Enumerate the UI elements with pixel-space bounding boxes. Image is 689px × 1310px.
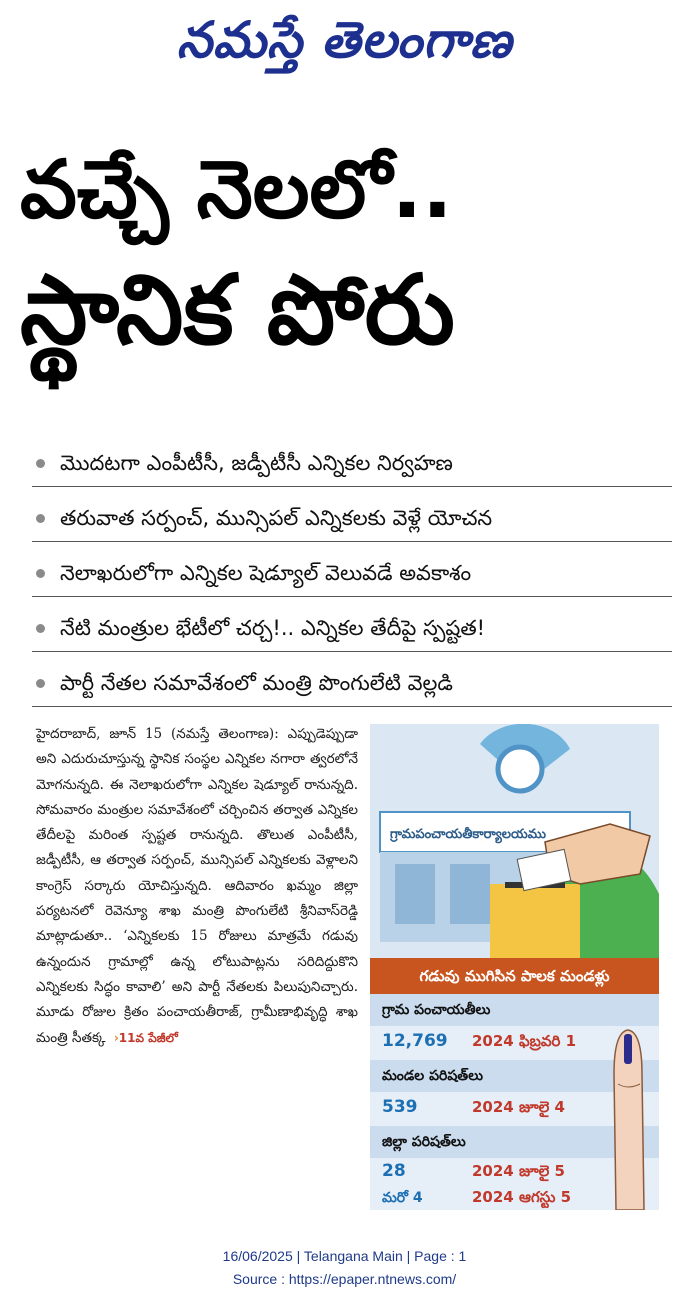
expired-councils-infobox [370, 724, 659, 1210]
count-value: 28 [382, 1161, 406, 1181]
article-text: హైదరాబాద్, జూన్ 15 (నమస్తే తెలంగాణ): ఎప్పుడెప్పుడా అని ఎదురుచూస్తున్న స్థానిక సంస్థల ఎన్నికల నగారా త్వరలోనే మోగనున్నది. ఈ నెలాఖరులోగా ఎన్నికల షెడ్యూల్ రానున్నది. సోమవారం మంత్రుల సమావేశంలో చర్చించిన తర్వాత ఎన్నికల తేదీలపై మరింత స్పష్టత రానున్నది. తొలుత ఎంపీటీసీ, జడ్పీటీసీ, ఆ తర్వాత సర్పంచ్, మున్సిపల్ ఎన్నికలకు వెళ్లాలని కాంగ్రెస్ సర్కారు యోచిస్తున్నది. ఆదివారం ఖమ్మం జిల్లా పర్యటనలో రెవెన్యూ శాఖ మంత్రి పొంగులేటి శ్రీనివాస్‌రెడ్డి మాట్లాడుతూ.. ‘ఎన్నికలకు 15 రోజులు మాత్రమే గడువు ఉన్నందున గ్రామాల్లో ఉన్న లోటుపాట్లను సరిదిద్దుకొని ఎన్నికలకు సిద్ధం కావాలి’ అని పార్టీ నేతలకు పిలుపునిచ్చారు. మూడు రోజుల క్రితం పంచాయతీరాజ్, గ్రామీణాభివృద్ధి శాఖ మంత్రి సీతక్క [36, 726, 358, 1046]
key-point-text: మొదటగా ఎంపీటీసీ, జడ్పీటీసీ ఎన్నికల నిర్వహణ [60, 451, 453, 475]
section-heading: మండల పరిషత్‌లు [370, 1060, 659, 1092]
footer-edition-info: 16/06/2025 | Telangana Main | Page : 1 [222, 1248, 467, 1264]
arrow-right-icon: › [113, 1030, 119, 1045]
key-point [32, 440, 672, 487]
key-point [32, 550, 672, 597]
bullet-dot-icon [36, 514, 45, 523]
key-point-text: పార్టీ నేతల సమావేశంలో మంత్రి పొంగులేటి వెల్లడి [60, 671, 453, 695]
key-point-text: నేటి మంత్రుల భేటీలో చర్చ!.. ఎన్నికల తేదీపై స్పష్టత! [60, 616, 486, 640]
key-point [32, 660, 672, 707]
expiry-date: 2024 జూలై 5 [472, 1162, 565, 1180]
key-point-text: నెలాఖరులోగా ఎన్నికల షెడ్యూల్ వెలువడే అవకాశం [60, 561, 472, 585]
key-points-list [32, 440, 672, 715]
key-point [32, 605, 672, 652]
newspaper-masthead: నమస్తే తెలంగాణ [176, 10, 513, 69]
count-value: మరో 4 [382, 1190, 423, 1206]
bullet-dot-icon [36, 459, 45, 468]
headline-line-2: స్థానిక పోరు [20, 254, 455, 366]
bullet-dot-icon [36, 624, 45, 633]
continued-on-page-link[interactable] [114, 1031, 178, 1045]
expiry-date: 2024 ఆగస్టు 5 [472, 1188, 572, 1206]
infobox-banner: గడువు ముగిసిన పాలక మండళ్లు [370, 958, 659, 994]
count-value: 12,769 [382, 1031, 448, 1051]
section-heading: గ్రామ పంచాయతీలు [370, 994, 659, 1026]
expiry-date: 2024 జూలై 4 [472, 1098, 565, 1116]
footer-source: Source : https://epaper.ntnews.com/ [232, 1271, 457, 1287]
article-body [36, 722, 358, 1051]
headline-line-1: వచ్చే నెలలో.. [20, 143, 453, 236]
section-heading: జిల్లా పరిషత్‌లు [370, 1126, 659, 1158]
expiry-date: 2024 ఫిబ్రవరి 1 [472, 1032, 577, 1050]
bullet-dot-icon [36, 569, 45, 578]
ballot-illustration [370, 724, 659, 958]
office-sign-text: గ్రామపంచాయతీకార్యాలయము [390, 827, 546, 842]
continued-label: 11వ పేజీలో [118, 1030, 178, 1045]
bullet-dot-icon [36, 679, 45, 688]
count-value: 539 [382, 1097, 418, 1117]
key-point-text: తరువాత సర్పంచ్, మున్సిపల్ ఎన్నికలకు వెళ్లే యోచన [60, 506, 493, 530]
key-point [32, 495, 672, 542]
inked-finger-icon [602, 1014, 654, 1210]
